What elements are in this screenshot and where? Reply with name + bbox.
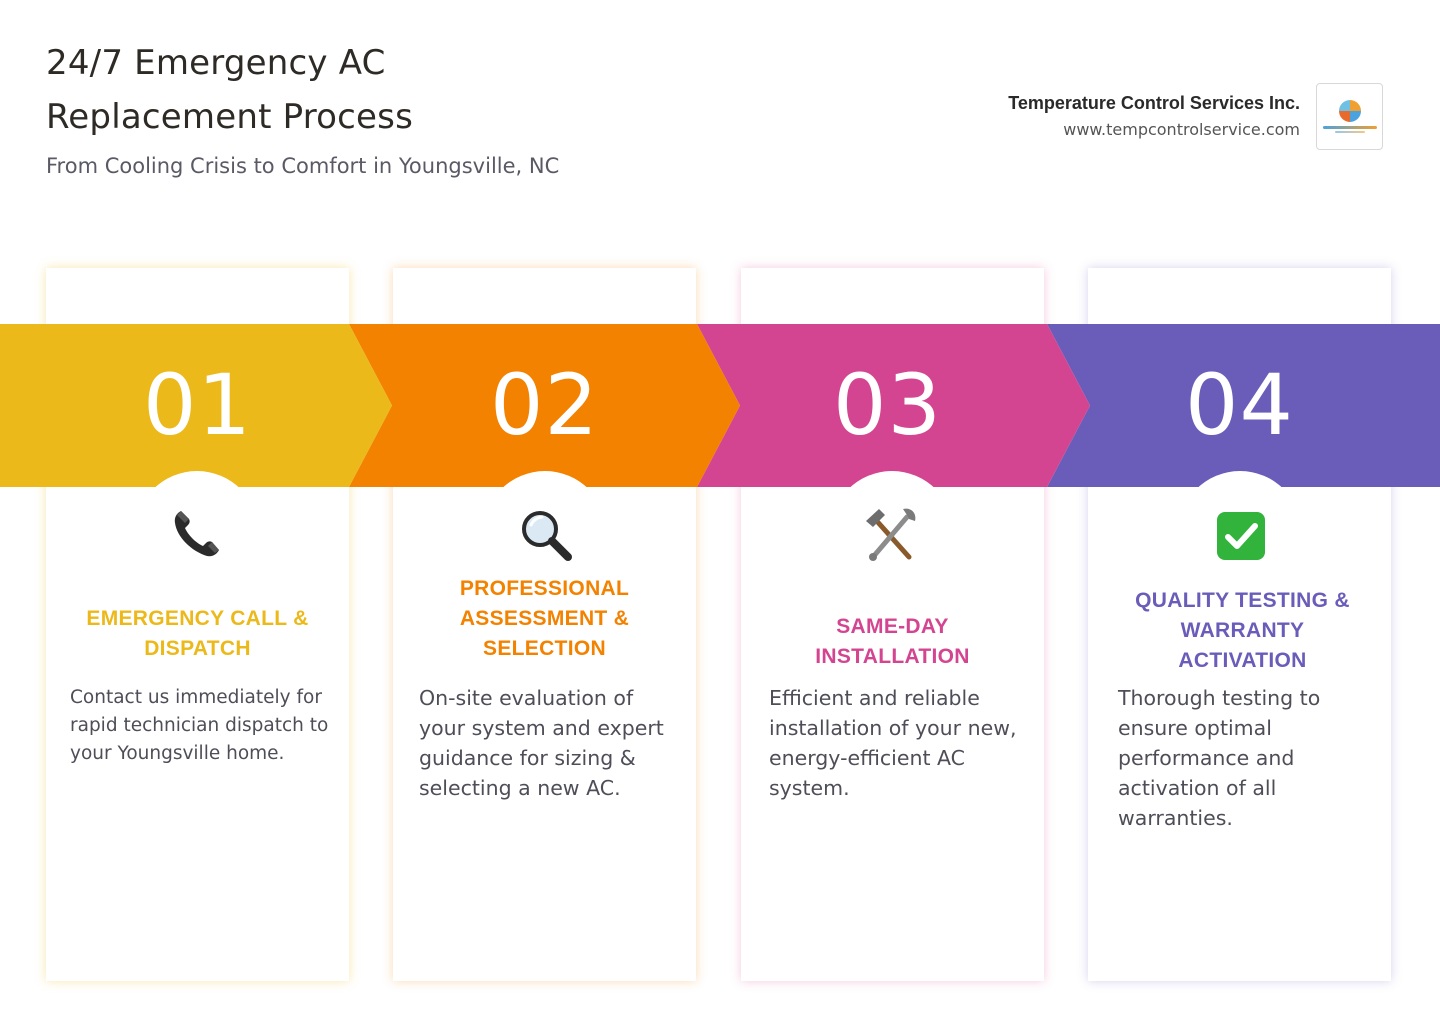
brand-url[interactable]: www.tempcontrolservice.com [1063, 119, 1300, 139]
page-title [46, 36, 666, 144]
logo-tagline [1335, 131, 1365, 133]
step-title-2: PROFESSIONAL ASSESSMENT & SELECTION [459, 577, 630, 660]
step-title-3: SAME-DAY INSTALLATION [815, 615, 970, 668]
magnifying-glass-icon [516, 505, 576, 565]
page-subtitle: From Cooling Crisis to Comfort in Youngsville, NC [46, 154, 560, 178]
telephone-icon [167, 503, 227, 563]
header [46, 36, 666, 178]
logo-emblem [1339, 100, 1361, 122]
logo-wordmark [1323, 126, 1377, 129]
step-description-2: On-site evaluation of your system and expert guidance for sizing & selecting a new AC. [419, 686, 664, 800]
step-description-4: Thorough testing to ensure optimal performance and activation of all warranties. [1118, 686, 1321, 830]
step-description-1: Contact us immediately for rapid technician dispatch to your Youngsville home. [70, 687, 329, 764]
step-number-1: 01 [143, 356, 252, 454]
step-number-3: 03 [833, 356, 942, 454]
brand-block [1008, 83, 1383, 150]
brand-text [1008, 90, 1300, 144]
hammer-and-wrench-icon [861, 505, 921, 565]
step-number-4: 04 [1185, 356, 1294, 454]
step-title-4: QUALITY TESTING & WARRANTY ACTIVATION [1135, 589, 1350, 672]
page-title-line-2: Replacement Process [46, 97, 413, 137]
step-description-3: Efficient and reliable installation of your new, energy-efficient AC system. [769, 686, 1017, 800]
step-title-1: EMERGENCY CALL & DISPATCH [86, 607, 309, 660]
brand-name: Temperature Control Services Inc. [1008, 92, 1300, 113]
step-number-2: 02 [490, 356, 599, 454]
company-logo [1316, 83, 1383, 150]
page-title-line-1: 24/7 Emergency AC [46, 43, 386, 83]
check-mark-icon [1211, 506, 1271, 566]
